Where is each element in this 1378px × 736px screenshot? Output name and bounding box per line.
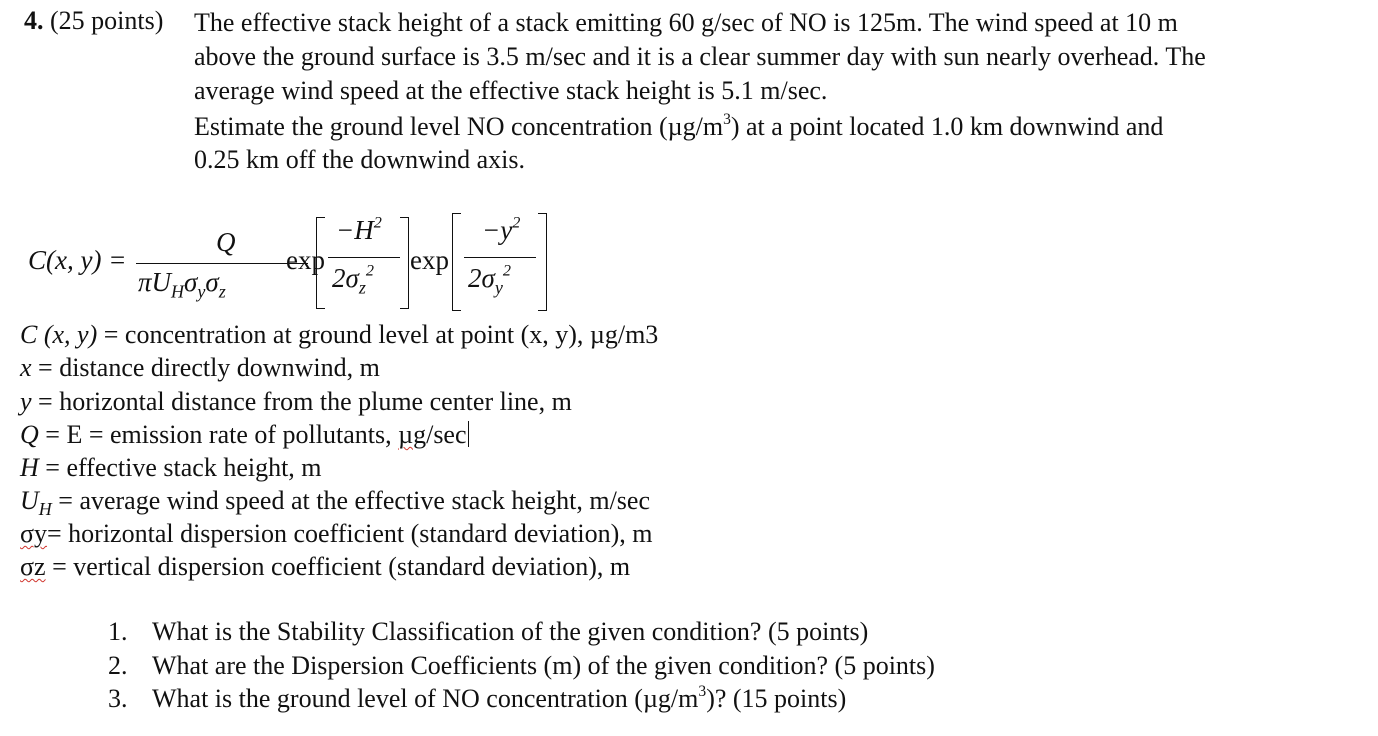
exp1-den-sq: 2 xyxy=(365,261,374,280)
def-c-text: = concentration at ground level at point (x, y), µg/m3 xyxy=(97,320,659,349)
denominator-sigma-z: σ xyxy=(205,267,219,297)
def-y-sym: y xyxy=(20,387,32,416)
def-sigma-y xyxy=(20,519,653,549)
exp2-den-text: 2σ xyxy=(468,263,495,293)
def-u-sym: U xyxy=(20,486,39,515)
gaussian-plume-formula xyxy=(24,205,584,315)
def-x xyxy=(20,353,380,383)
line4-post: ) at a point located 1.0 km downwind and xyxy=(730,112,1164,141)
def-q-unit: µg xyxy=(398,420,427,449)
exp1-den-sub: z xyxy=(358,277,366,298)
question-3-text xyxy=(152,684,846,714)
line4-pre: Estimate the ground level NO concentration (µg/m xyxy=(194,112,724,141)
bracket-1-left xyxy=(316,217,325,309)
def-sigma-z-sym: σz xyxy=(20,552,46,581)
question-2-text: What are the Dispersion Coefficients (m) of the given condition? (5 points) xyxy=(152,651,935,680)
def-q-sym: Q xyxy=(20,420,39,449)
question-3-text-pre: What is the ground level of NO concentration (µg/m xyxy=(152,684,699,713)
denominator-sub-H: H xyxy=(171,281,185,302)
def-sigma-y-sym: σy xyxy=(20,519,48,548)
exp2-den-sq: 2 xyxy=(502,261,511,280)
problem-line-5: 0.25 km off the downwind axis. xyxy=(194,145,525,174)
question-1-num: 1. xyxy=(108,617,128,646)
exp1-num-text: −H xyxy=(336,215,374,245)
question-2-num: 2. xyxy=(108,651,128,680)
exp-1: exp xyxy=(286,245,325,275)
problem-line-3: average wind speed at the effective stack height is 5.1 m/sec. xyxy=(194,76,828,105)
problem-line-4 xyxy=(194,110,1163,144)
def-h-sym: H xyxy=(20,453,39,482)
def-y-text: = horizontal distance from the plume center line, m xyxy=(31,387,572,416)
denominator-sub-y: y xyxy=(197,281,206,302)
question-3 xyxy=(0,684,1378,718)
problem-points: (25 points) xyxy=(50,6,164,35)
def-x-sym: x xyxy=(20,353,32,382)
question-3-num: 3. xyxy=(108,684,128,713)
def-c xyxy=(20,320,658,350)
bracket-2-left xyxy=(452,213,461,311)
def-sigma-z-text: = vertical dispersion coefficient (standard deviation), m xyxy=(45,552,631,581)
problem-line-1: The effective stack height of a stack emitting 60 g/sec of NO is 125m. The wind speed at 10 m xyxy=(194,8,1178,37)
denominator-sub-z: z xyxy=(218,281,226,302)
def-x-text: = distance directly downwind, m xyxy=(31,353,380,382)
def-h xyxy=(20,453,322,483)
exp1-denominator xyxy=(332,263,374,298)
exp-2: exp xyxy=(410,245,449,275)
formula-denominator xyxy=(138,267,226,302)
text-cursor xyxy=(468,421,470,447)
def-u-text: = average wind speed at the effective stack height, m/sec xyxy=(51,486,650,515)
def-u xyxy=(20,486,650,520)
def-sigma-y-text: = horizontal dispersion coefficient (standard deviation), m xyxy=(47,519,653,548)
exp1-den-text: 2σ xyxy=(332,263,359,293)
exp2-num-text: −y xyxy=(482,215,513,245)
question-2 xyxy=(0,651,1378,685)
denominator-sigma-y: σ xyxy=(184,267,198,297)
denominator-pi-u: πU xyxy=(138,267,172,297)
exp2-numerator xyxy=(482,215,520,246)
exp1-frac-line xyxy=(328,257,400,258)
def-u-sub: H xyxy=(38,499,52,520)
line4-sup: 3 xyxy=(723,111,731,129)
def-q-text-post: /sec xyxy=(426,420,467,449)
exp2-num-sq: 2 xyxy=(512,213,521,232)
def-q-text-pre: = E = emission rate of pollutants, xyxy=(38,420,399,449)
problem-number xyxy=(24,6,163,36)
def-y xyxy=(20,387,572,417)
exp1-num-sq: 2 xyxy=(373,213,382,232)
problem-number-label: 4. xyxy=(24,6,44,35)
def-sigma-z xyxy=(20,552,630,582)
question-3-text-post: )? (15 points) xyxy=(706,684,847,713)
problem-line-2: above the ground surface is 3.5 m/sec and it is a clear summer day with sun nearly overhead. The xyxy=(194,42,1206,71)
exp2-den-sub: y xyxy=(494,277,503,298)
formula-lhs: C(x, y) = xyxy=(28,245,127,275)
exp1-numerator xyxy=(336,215,382,246)
question-1 xyxy=(0,617,1378,651)
def-h-text: = effective stack height, m xyxy=(38,453,322,482)
formula-numerator: Q xyxy=(216,227,236,257)
bracket-1-right xyxy=(400,217,409,309)
exp2-denominator xyxy=(468,263,511,298)
question-1-text: What is the Stability Classification of the given condition? (5 points) xyxy=(152,617,869,646)
def-c-sym: C (x, y) xyxy=(20,320,98,349)
question-3-sup: 3 xyxy=(698,683,707,701)
formula-frac-line xyxy=(136,263,308,264)
def-q xyxy=(20,420,469,450)
exp2-frac-line xyxy=(464,257,536,258)
bracket-2-right xyxy=(538,213,547,311)
